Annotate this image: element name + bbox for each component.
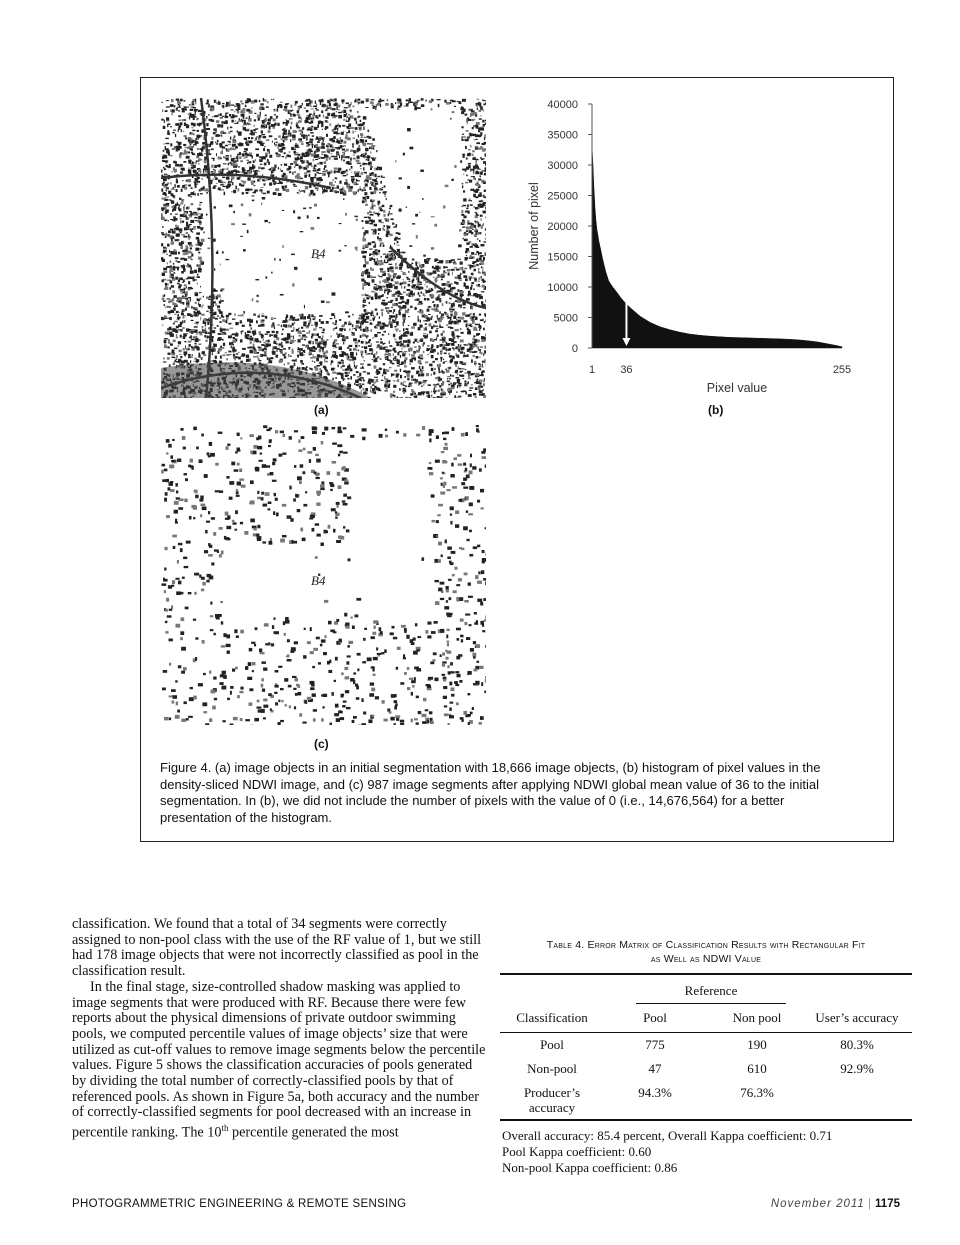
y-tick-label: 35000 (547, 129, 578, 142)
superscript-th: th (221, 1123, 229, 1134)
y-tick-label: 40000 (547, 99, 578, 111)
cell-pool: 775 (645, 1037, 665, 1052)
page-number: 1175 (875, 1198, 900, 1210)
footer-separator: | (868, 1198, 872, 1210)
cell-non-pool: 190 (747, 1037, 767, 1052)
header-classification: Classification (516, 1010, 588, 1025)
paragraph-2-tail: percentile generated the most (228, 1124, 399, 1141)
row-label: Non-pool (527, 1061, 577, 1076)
table-title-line-2: as Well as NDWI Value (650, 953, 762, 965)
header-users-accuracy: User’s accuracy (815, 1010, 899, 1025)
table-note-nonpool-kappa: Non-pool Kappa coefficient: 0.86 (502, 1160, 678, 1175)
table-notes (502, 1128, 832, 1176)
header-bottom-rule (500, 1032, 912, 1033)
pool-annotation-a: B4 (311, 246, 326, 261)
table-4-title (500, 938, 912, 966)
y-tick-label: 5000 (553, 312, 578, 325)
table-title-line-1: Table 4. Error Matrix of Classification Results with Rectangular Fit (546, 939, 866, 951)
header-non-pool: Non pool (732, 1010, 782, 1025)
cell-pool: 94.3% (638, 1085, 672, 1100)
table-note-overall: Overall accuracy: 85.4 percent, Overall Kappa coefficient: 0.71 (502, 1128, 833, 1143)
reference-underline (636, 1003, 786, 1004)
header-pool: Pool (643, 1010, 667, 1025)
x-tick-label: 255 (832, 364, 852, 376)
paragraph-2-text: In the final stage, size-controlled shadow masking was applied to image segments that were produced with RF. Because there were few reports about the physical dimensions of private outdoor swimming pools, we computed percentile values of image objects’ size that were utilized as cut-off values to remove image segments below the percentile values. Figure 5 shows the classification accuracies of pools generated by dividing the total number of correctly-classified pools by that of referenced pools. As shown in Figure 5a, both accuracy and the number of correctly-classified segments for pool decreased with an increase in percentile ranking. The 10 (72, 978, 486, 1141)
panel-label-b: (b) (708, 403, 724, 417)
paragraph-2 (72, 980, 487, 1142)
cell-non-pool: 610 (747, 1061, 767, 1076)
table-top-rule (500, 973, 912, 975)
figure-caption: Figure 4. (a) image objects in an initial segmentation with 18,666 image objects, (b) histogram of pixel values in the density-sliced NDWI image, and (c) 987 image segments after applying NDWI global mean value of 36 to the initial segmentation. In (b), we did not include the number of pixels with the value of 0 (i.e., 14,676,564) for a better presentation of the histogram. (160, 760, 821, 825)
y-tick-label: 0 (571, 343, 578, 355)
table-bottom-rule (500, 1119, 912, 1121)
body-text-column (72, 917, 487, 1142)
cell-users-accuracy: 92.9% (840, 1061, 874, 1076)
journal-name: PHOTOGRAMMETRIC ENGINEERING & REMOTE SENSING (72, 1198, 407, 1210)
row-label: Pool (540, 1037, 564, 1052)
x-tick-label: 36 (620, 364, 633, 376)
histogram-area (592, 147, 842, 348)
page-footer-right (771, 1198, 900, 1210)
y-tick-label: 30000 (547, 160, 578, 172)
pool-annotation-c: B4 (311, 573, 326, 588)
y-tick-label: 20000 (547, 221, 578, 233)
y-tick-label: 15000 (547, 251, 578, 264)
cell-pool: 47 (648, 1061, 662, 1076)
segmentation-image-a (161, 98, 486, 398)
panel-label-a: (a) (314, 403, 329, 417)
x-tick-label: 1 (588, 364, 596, 376)
cell-users-accuracy: 80.3% (840, 1037, 874, 1052)
x-axis-label: Pixel value (706, 381, 768, 395)
row-label: Producer’s accuracy (523, 1085, 581, 1115)
segmentation-image-c (161, 425, 486, 725)
issue-month: November 2011 (770, 1198, 865, 1210)
panel-label-c: (c) (314, 737, 329, 751)
y-axis-label: Number of pixel (527, 182, 541, 270)
cell-non-pool: 76.3% (740, 1085, 774, 1100)
histogram-chart (520, 92, 860, 402)
y-tick-label: 10000 (547, 282, 578, 294)
table-note-pool-kappa: Pool Kappa coefficient: 0.60 (502, 1144, 652, 1159)
y-tick-label: 25000 (547, 190, 578, 203)
reference-header: Reference (684, 983, 738, 998)
paragraph-1: classification. We found that a total of 34 segments were correctly assigned to non-pool class with the use of the RF value of 1, but we still had 178 image objects that were not incorrectly classified as pool in the classification result. (72, 916, 482, 980)
